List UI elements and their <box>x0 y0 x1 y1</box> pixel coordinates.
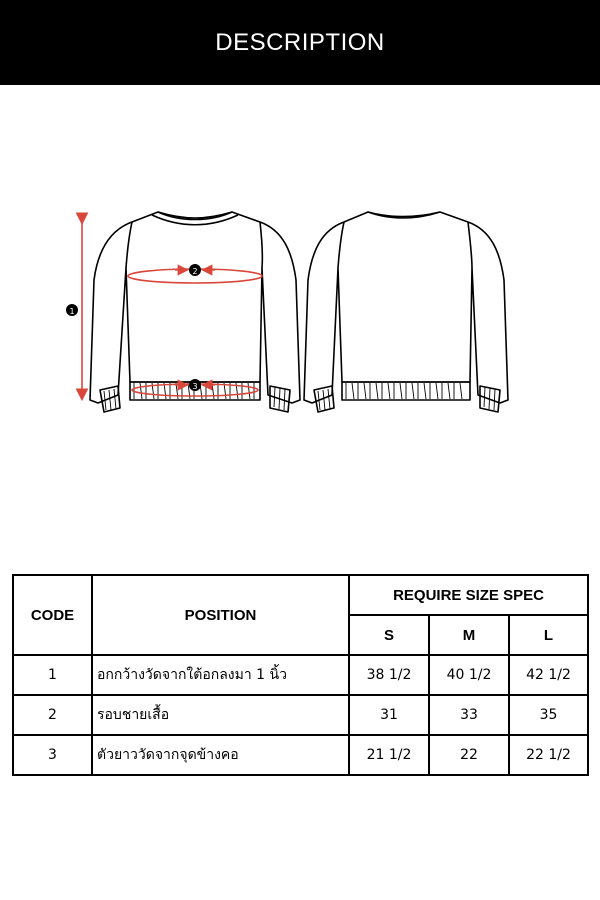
table-row <box>13 655 588 695</box>
row-code: 1 <box>13 655 92 695</box>
row-code: 2 <box>13 695 92 735</box>
row-position: ตัวยาววัดจากจุดข้างคอ <box>92 735 349 775</box>
header-size-s: S <box>349 615 429 655</box>
marker-2: 2 <box>192 267 198 276</box>
row-code: 3 <box>13 735 92 775</box>
row-value-l: 42 1/2 <box>509 655 588 695</box>
row-position: รอบชายเสื้อ <box>92 695 349 735</box>
row-value-s: 21 1/2 <box>349 735 429 775</box>
header-size-l: L <box>509 615 588 655</box>
row-value-m: 33 <box>429 695 509 735</box>
measure-length <box>66 222 82 398</box>
header-bar <box>0 0 600 85</box>
row-value-m: 22 <box>429 735 509 775</box>
row-value-l: 22 1/2 <box>509 735 588 775</box>
marker-1: 1 <box>69 307 75 316</box>
sweater-diagram <box>0 190 600 430</box>
measure-chest <box>128 264 262 283</box>
row-position: อกกว้างวัดจากใต้อกลงมา 1 นิ้ว <box>92 655 349 695</box>
row-value-m: 40 1/2 <box>429 655 509 695</box>
header-position: POSITION <box>92 575 349 655</box>
header-require-size-spec: REQUIRE SIZE SPEC <box>349 575 588 615</box>
sweater-back <box>304 212 508 412</box>
header-size-m: M <box>429 615 509 655</box>
table-row <box>13 695 588 735</box>
row-value-s: 38 1/2 <box>349 655 429 695</box>
row-value-l: 35 <box>509 695 588 735</box>
row-value-s: 31 <box>349 695 429 735</box>
header-code: CODE <box>13 575 92 655</box>
size-spec-table <box>12 574 589 776</box>
header-title: DESCRIPTION <box>215 28 385 56</box>
table-row <box>13 735 588 775</box>
marker-3: 3 <box>192 382 198 391</box>
